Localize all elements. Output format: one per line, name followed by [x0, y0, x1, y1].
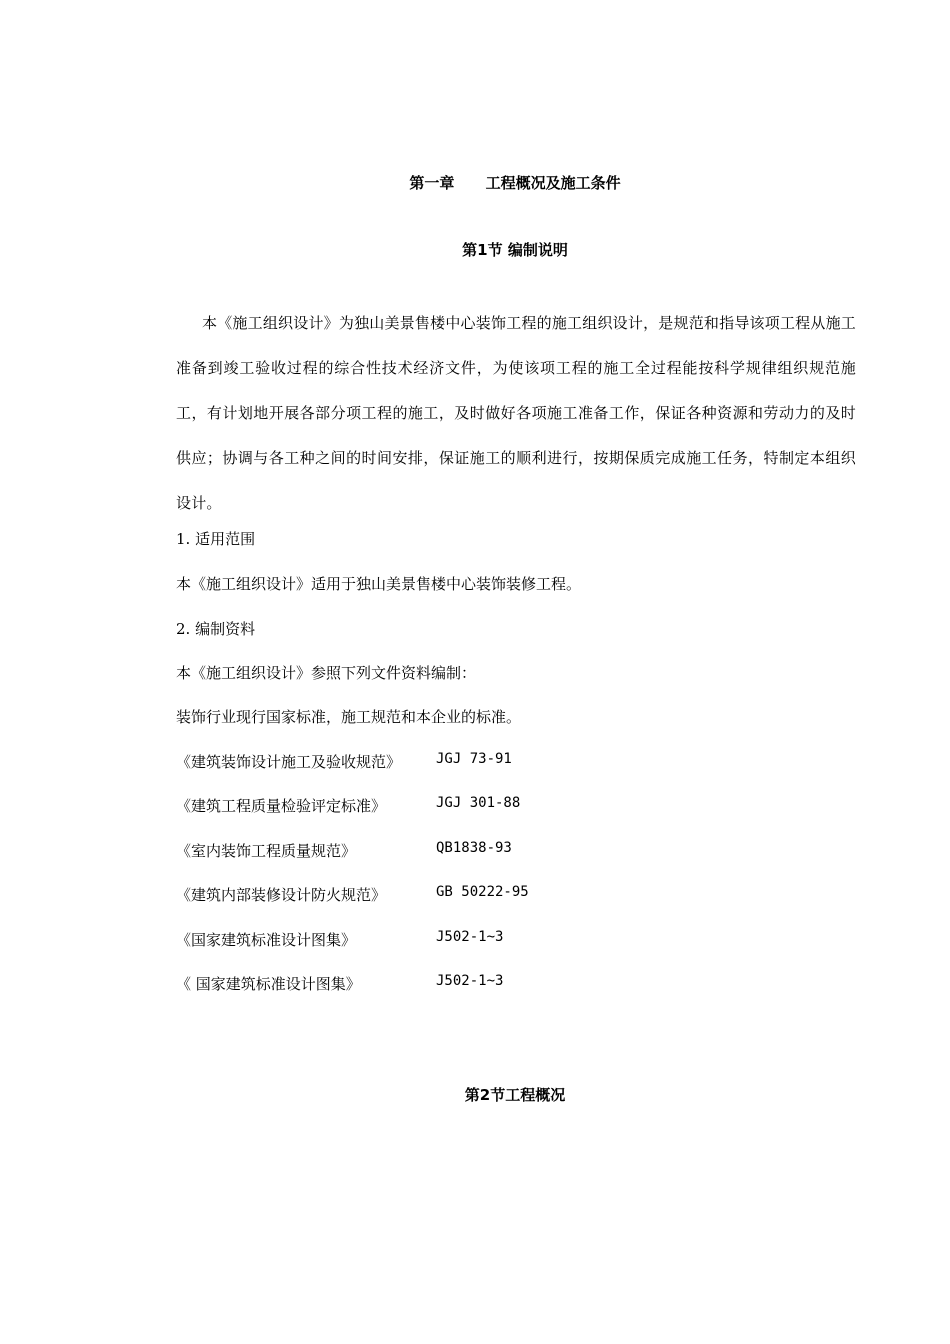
reference-row [176, 973, 676, 995]
reference-row [176, 929, 676, 951]
section-1-title: 第1节 编制说明 [462, 241, 568, 259]
reference-row [176, 884, 676, 906]
reference-title: 《国家建筑标准设计图集》 [176, 931, 357, 949]
reference-code: J502-1~3 [436, 929, 504, 945]
reference-code: J502-1~3 [436, 973, 504, 989]
reference-code: GB 50222-95 [436, 884, 529, 900]
scope-text: 本《施工组织设计》适用于独山美景售楼中心装饰装修工程。 [176, 575, 582, 593]
reference-row [176, 840, 676, 862]
intro-paragraph: 本《施工组织设计》为独山美景售楼中心装饰工程的施工组织设计，是规范和指导该项工程从施工准备到竣工验收过程的综合性技术经济文件，为使该项工程的施工全过程能按科学规律组织规范施工，有计划地开展各部分项工程的施工，及时做好各项施工准备工作，保证各种资源和劳动力的及时供应；协调与各工种之间的时间安排，保证施工的顺利进行，按期保质完成施工任务，特制定本组织设计。 [176, 314, 856, 512]
reference-title: 《建筑工程质量检验评定标准》 [176, 797, 387, 815]
reference-title: 《建筑装饰设计施工及验收规范》 [176, 753, 402, 771]
reference-row [176, 795, 676, 817]
section-2-title: 第2节工程概况 [464, 1086, 566, 1104]
materials-standards: 装饰行业现行国家标准，施工规范和本企业的标准。 [176, 708, 522, 726]
reference-code: JGJ 301-88 [436, 795, 521, 811]
materials-heading: 2. 编制资料 [176, 620, 256, 638]
reference-code: QB1838-93 [436, 840, 512, 856]
reference-title: 《 国家建筑标准设计图集》 [176, 975, 361, 993]
reference-row [176, 751, 676, 773]
materials-intro: 本《施工组织设计》参照下列文件资料编制： [176, 664, 477, 682]
reference-title: 《室内装饰工程质量规范》 [176, 842, 357, 860]
reference-title: 《建筑内部装修设计防火规范》 [176, 886, 387, 904]
scope-heading: 1. 适用范围 [176, 530, 256, 548]
chapter-title: 第一章 工程概况及施工条件 [409, 174, 621, 192]
reference-code: JGJ 73-91 [436, 751, 512, 767]
